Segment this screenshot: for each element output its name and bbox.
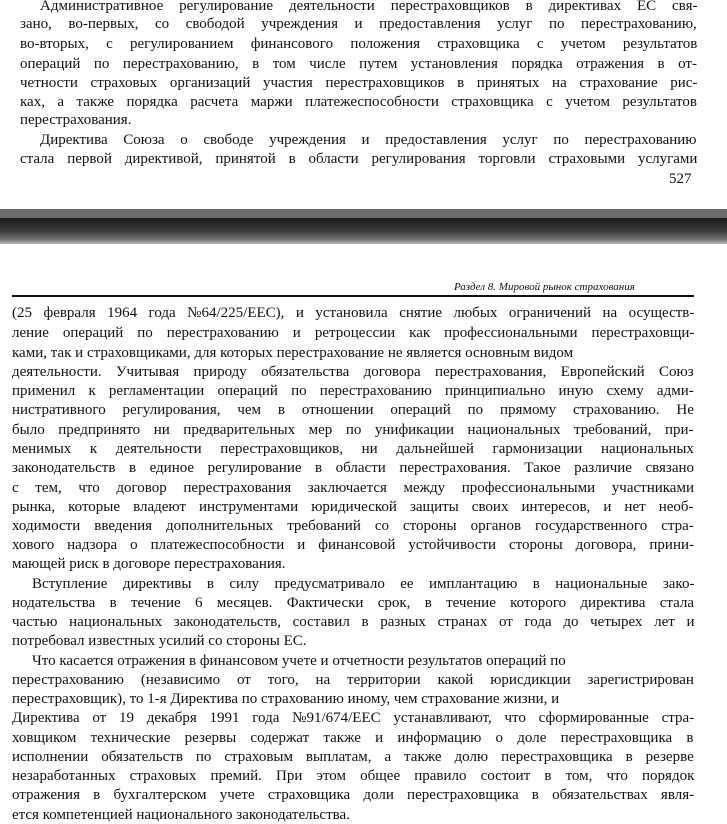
top-line: четности страховых организаций участия перестраховщиков в принятых на страхование рис- bbox=[20, 75, 698, 91]
bottom-line: хового надзора о платежеспособности и финансовой устойчивости стороны договора, прини- bbox=[12, 537, 694, 553]
top-line: операций по перестрахованию, в том числе путем установления порядка отражения в от- bbox=[20, 56, 697, 72]
bottom-line: применил к регламентации операций по перестрахованию принципиально иную схему адми- bbox=[12, 383, 694, 399]
top-line: зано, во-первых, со свободой учреждения и предоставления услуг по перестрахованию, bbox=[20, 16, 697, 32]
top-line: стала первой директивой, принятой в области регулирования торговли страховыми услугами bbox=[20, 151, 698, 167]
bottom-line: Вступление директивы в силу предусматривало ее имплантацию в национальные зако- bbox=[32, 576, 695, 592]
header-rule bbox=[12, 295, 694, 297]
bottom-line: менимых к деятельности перестраховщиков, ни дальнейшей гармонизации национальных bbox=[12, 441, 694, 457]
bottom-line: ется компетенцией национального законодательства. bbox=[12, 807, 350, 823]
bottom-line: ками, так и страховщиками, для которых перестрахование не является основным видом bbox=[12, 345, 574, 361]
bottom-line: законодательств в единое регулирование в области перестрахования. Такое различие связано bbox=[12, 460, 695, 476]
bottom-line: перестраховщик), то 1-я Директива по страхованию иному, чем страхование жизни, и bbox=[12, 691, 560, 707]
gutter-shadow-dark bbox=[0, 218, 727, 244]
bottom-line: потребовал известных усилий со стороны ЕС. bbox=[12, 633, 307, 649]
running-header: Раздел 8. Мировой рынок страхования bbox=[454, 281, 635, 293]
gutter-shadow-light bbox=[0, 209, 727, 218]
bottom-line: отражения в бухгалтерском учете страховщика доли перестраховщика в обязательствах явля- bbox=[12, 787, 695, 803]
top-line: во-вторых, с регулированием финансового положения страховщика с учетом результатов bbox=[20, 36, 698, 52]
page-number: 527 bbox=[669, 171, 692, 187]
bottom-line: нистративного регулирования, чем в отношении операций по прямому страхованию. Не bbox=[12, 402, 694, 418]
bottom-line: незаработанных страховых премий. При этом общее правило состоит в том, что порядок bbox=[12, 768, 695, 784]
top-line: Директива Союза о свободе учреждения и предоставления услуг по перестрахованию bbox=[40, 132, 697, 148]
top-line: Административное регулирование деятельности перестраховщиков в директивах ЕС свя- bbox=[40, 0, 698, 14]
top-line: ках, а также порядка расчета маржи платежеспособности страховщика с учетом результатов bbox=[20, 94, 697, 110]
bottom-line: мающей риск в договоре перестрахования. bbox=[12, 556, 286, 572]
bottom-line: было предпринято ни предварительных мер по унификации национальных требований, при- bbox=[12, 422, 694, 438]
bottom-line: перестрахованию (независимо от того, на территории какой юрисдикции зарегистрирован bbox=[12, 672, 694, 688]
bottom-line: ходимости введения дополнительных требований со стороны органов государственного стра- bbox=[12, 518, 694, 534]
bottom-line: ление операций по перестрахованию и ретроцессии как профессиональными перестраховщи- bbox=[12, 325, 695, 341]
bottom-line: с тем, что договор перестрахования заключается между профессиональными участниками bbox=[12, 480, 694, 496]
bottom-line: рынка, которые владеют инструментами юридической защиты своих интересов, и нет необ- bbox=[12, 499, 694, 515]
bottom-line: (25 февраля 1964 года №64/225/EEC), и установила снятие любых ограничений на осуществ- bbox=[12, 305, 695, 321]
bottom-line: Что касается отражения в финансовом учете и отчетности результатов операций по bbox=[32, 653, 566, 669]
bottom-line: ховщиком технические резервы содержат также и информацию о доле перестраховщика в bbox=[12, 730, 694, 746]
bottom-line: нодательства в течение 6 месяцев. Фактически срок, в течение которого директива стала bbox=[12, 595, 695, 611]
bottom-line: исполнении обязательств по страховым выплатам, а также долю перестраховщика в резерве bbox=[12, 749, 694, 765]
bottom-line: частью национальных законодательств, составил в разных странах от года до четырех лет и bbox=[12, 614, 695, 630]
top-line: перестрахования. bbox=[20, 112, 132, 128]
bottom-line: деятельности. Учитывая природу обязательства договора перестрахования, Европейский Союз bbox=[12, 364, 694, 380]
bottom-line: Директива от 19 декабря 1991 года №91/674/EEC устанавливают, что сформированные стра- bbox=[12, 710, 695, 726]
